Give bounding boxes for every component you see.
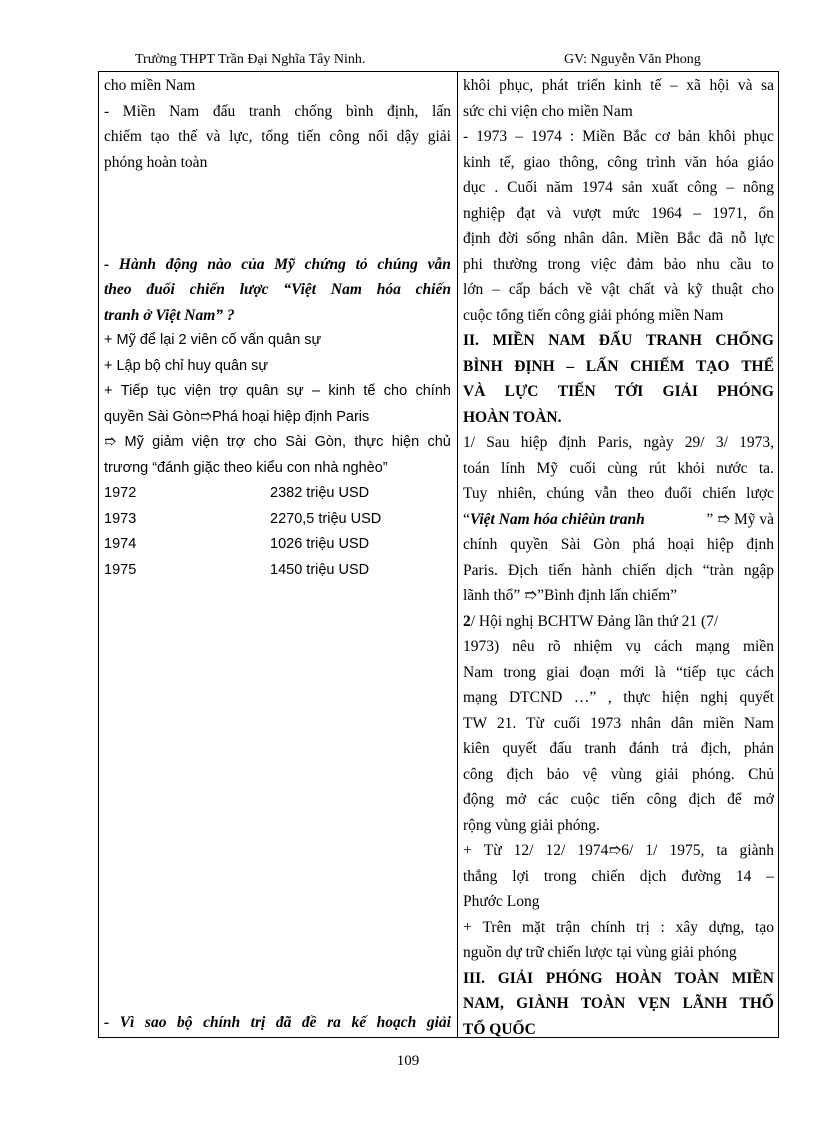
text-line: phi thường trong việc đảm bảo nhu cầu to [463,255,774,273]
question-line: - Vì sao bộ chính trị đã đề ra kế hoạch giải [104,1014,451,1031]
text-line: Phước Long [463,893,540,910]
section-heading: II. MIỀN NAM ĐẤU TRANH CHỐNG [463,332,774,349]
text-line: - 1973 – 1974 : Miền Bắc cơ bản khôi phục [463,128,774,145]
aid-table [104,481,451,583]
text-line: phóng hoàn toàn [104,153,208,171]
text-line: 1/ Sau hiệp định Paris, ngày 29/ 3/ 1973, [463,434,774,451]
text-line: nghiệp đạt và vượt mức 1964 – 1971, ổn [463,204,774,222]
aid-amount: 2270,5 triệu USD [270,510,382,527]
text-line: nguồn dự trữ chiến lược tại vùng giải phóng [463,944,737,961]
text-line: chính quyền Sài Gòn phá hoại hiệp định [463,536,774,553]
text-line: cuộc tổng tiến công giải phóng miền Nam [463,306,724,324]
answer-line: + Tiếp tục viện trợ quân sự – kinh tế cho chính [104,383,451,399]
teacher-name: GV: Nguyễn Văn Phong [564,52,701,67]
text-line: kiên quyết đấu tranh đánh trả địch, phản [463,740,774,757]
left-bottom-question [104,1010,451,1036]
aid-year: 1972 [104,485,137,501]
aid-year: 1974 [104,536,137,552]
question-line: theo đuổi chiến lược “Việt Nam hóa chiến [104,281,451,298]
answer-line: + Mỹ để lại 2 viên cố vấn quân sự [104,332,322,348]
text-line: + Trên mặt trận chính trị : xây dựng, tạo [463,918,774,936]
section-heading: III. GIẢI PHÓNG HOÀN TOÀN MIỀN [463,969,774,987]
text-line: kinh tế, giao thông, công trình văn hóa giáo [463,153,774,171]
section-heading: HOÀN TOÀN. [463,408,562,426]
text-line: dục . Cuối năm 1974 sản xuất công – nông [463,179,774,196]
section-heading: VÀ LỰC TIẾN TỚI GIẢI PHÓNG [463,383,774,400]
school-name: Trường THPT Trần Đại Nghĩa Tây Ninh. [135,52,366,67]
text-line: Tuy nhiên, chúng vẫn theo đuổi chiến lược [463,485,774,502]
page-header [0,52,816,72]
question-line: tranh ở Việt Nam” ? [104,306,235,324]
text-line: TW 21. Từ cuối 1973 nhân dân miền Nam [463,714,774,732]
text-line: Paris. Địch tiến hành chiến dịch “tràn ngập [463,561,774,579]
text-line: chiếm tạo thế và lực, tổng tiến công nổi dậy giải [104,128,451,145]
text-line: sức chi viện cho miền Nam [463,102,633,120]
text-line: - Miền Nam đấu tranh chống bình định, lấn [104,102,451,120]
text-line: Nam trong giai đoạn mới là “tiếp tục cách [463,663,774,681]
text-line: khôi phục, phát triển kinh tế – xã hội và sa [463,77,774,94]
question-line: - Hành động nào của Mỹ chứng tỏ chúng vẫn [104,255,451,273]
text-line: cho miền Nam [104,77,196,94]
text-line: mạng DTCND …” , thực hiện nghị quyết [463,689,774,706]
text-line: toán lính Mỹ cuối cùng rút khỏi nước ta. [463,459,774,477]
section-heading: BÌNH ĐỊNH – LẤN CHIẾM TẠO THẾ [463,357,774,375]
left-column [104,73,451,583]
answer-line: + Lập bộ chỉ huy quân sự [104,357,269,374]
text-line: động mở các cuộc tiến công địch để mở [463,791,774,808]
page-number: 109 [396,1053,420,1069]
text-line: thắng lợi trong chiến dịch đường 14 – [463,867,774,885]
aid-year: 1975 [104,561,137,578]
text-line: “Việt Nam hóa chiêùn tranh ” ➱ Mỹ và [463,510,774,528]
section-heading: NAM, GIÀNH TOÀN VẸN LÃNH THỔ [463,995,774,1012]
aid-year: 1973 [104,510,137,527]
aid-amount: 2382 triệu USD [270,485,370,501]
column-divider [457,71,458,1038]
strategy-name: Việt Nam hóa chiêùn tranh [469,510,645,528]
answer-line: trương “đánh giặc theo kiểu con nhà nghèo” [104,459,388,476]
aid-amount: 1450 triệu USD [270,561,370,578]
text-line: công địch bảo vệ vùng giải phóng. Chủ [463,765,774,783]
text-line: lớn – cấp bách về vật chất và kỹ thuật cho [463,281,774,298]
text-line: + Từ 12/ 12/ 1974➱6/ 1/ 1975, ta giành [463,842,774,859]
text-line: 1973) nêu rõ nhiệm vụ cách mạng miền [463,638,774,655]
answer-line: ➱ Mỹ giảm viện trợ cho Sài Gòn, thực hiện chủ [104,434,451,450]
text-line: lãnh thổ” ➱”Bình định lấn chiếm” [463,587,678,604]
section-heading: TỔ QUỐC [463,1020,536,1038]
text-line: rộng vùng giải phóng. [463,816,600,834]
text-line: 2/ Hội nghị BCHTW Đảng lần thứ 21 (7/ [463,612,719,630]
answer-line: quyền Sài Gòn➱Phá hoại hiệp định Paris [104,408,370,425]
right-column [463,73,774,1042]
aid-amount: 1026 triệu USD [270,536,370,552]
text-line: định đời sống nhân dân. Miền Bắc đã nỗ lực [463,230,774,247]
